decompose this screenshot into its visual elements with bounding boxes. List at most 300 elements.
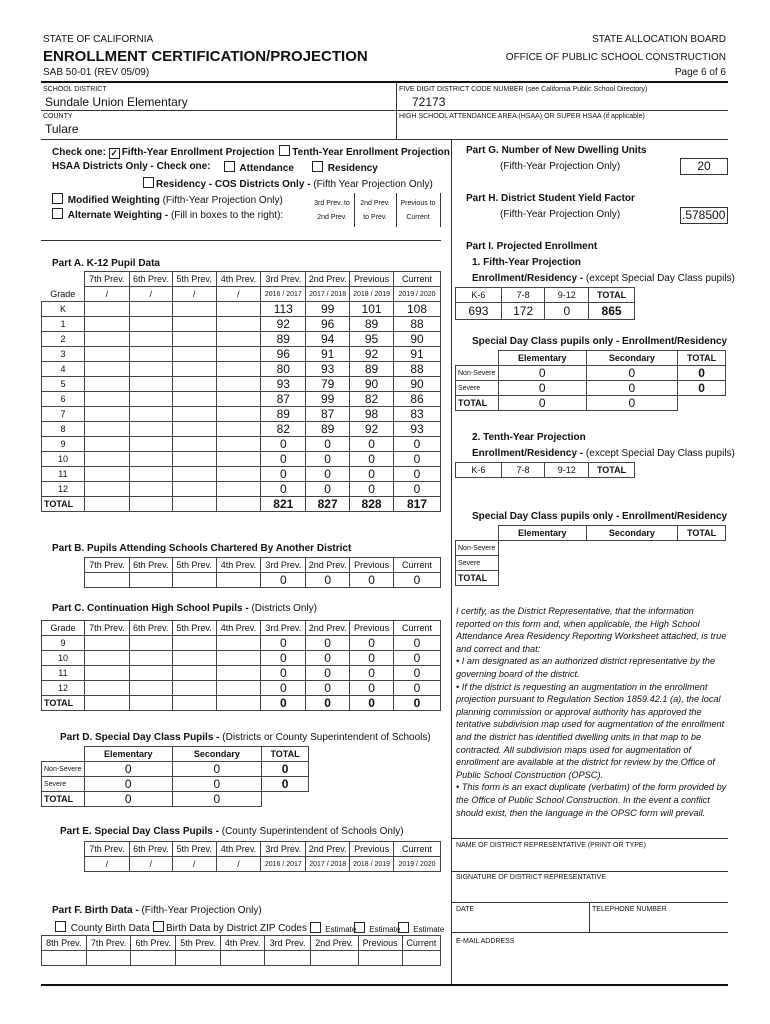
enrollment-cell[interactable] bbox=[129, 362, 172, 377]
enrollment-cell[interactable] bbox=[129, 377, 172, 392]
col-header: Previous bbox=[350, 272, 394, 287]
enrollment-cell[interactable]: 0 bbox=[350, 467, 394, 482]
sdc-cell[interactable]: 0 bbox=[84, 777, 172, 792]
enrollment-cell[interactable]: 88 bbox=[394, 317, 441, 332]
part-e-table bbox=[84, 841, 441, 872]
enrollment-cell[interactable]: 82 bbox=[350, 392, 394, 407]
enrollment-cell[interactable] bbox=[84, 422, 129, 437]
sig-rule bbox=[451, 871, 728, 872]
residency-label: Residency bbox=[327, 163, 378, 174]
enrollment-cell[interactable] bbox=[172, 407, 216, 422]
part-b-cell[interactable] bbox=[216, 573, 261, 588]
sdc-cell[interactable]: 0 bbox=[84, 792, 172, 807]
enrollment-cell[interactable] bbox=[84, 377, 129, 392]
enrollment-cell[interactable]: 90 bbox=[350, 377, 394, 392]
part-b-cell[interactable] bbox=[85, 573, 130, 588]
enrollment-cell[interactable] bbox=[216, 482, 261, 497]
enrollment-cell[interactable]: 0 bbox=[394, 636, 441, 651]
enrollment-cell[interactable] bbox=[129, 696, 172, 711]
enrollment-cell[interactable] bbox=[172, 422, 216, 437]
enrollment-cell[interactable]: 0 bbox=[350, 666, 394, 681]
year-cell[interactable]: 2019 / 2020 bbox=[394, 287, 441, 302]
col-header: Current bbox=[402, 936, 440, 951]
sdc-cell[interactable]: 0 bbox=[84, 762, 172, 777]
hsaa-label: HIGH SCHOOL ATTENDANCE AREA (HSAA) OR SUPER HSAA (if applicable) bbox=[399, 113, 645, 120]
col-header: 7-8 bbox=[501, 463, 545, 478]
enrollment-cell[interactable] bbox=[129, 636, 172, 651]
table-row bbox=[42, 377, 441, 392]
enrollment-cell[interactable]: 87 bbox=[306, 407, 350, 422]
part-d-note: (Districts or County Superintendent of Schools) bbox=[222, 732, 431, 743]
enrollment-cell[interactable] bbox=[84, 437, 129, 452]
enrollment-cell[interactable] bbox=[172, 482, 216, 497]
form-number: SAB 50-01 (REV 05/09) bbox=[43, 67, 150, 78]
part-b-cell[interactable] bbox=[172, 573, 216, 588]
enrollment-cell[interactable]: 0 bbox=[306, 437, 350, 452]
year-cell[interactable]: / bbox=[172, 857, 216, 872]
footer-rule bbox=[41, 984, 728, 986]
signature-field[interactable] bbox=[456, 884, 726, 902]
enrollment-cell[interactable]: 92 bbox=[350, 422, 394, 437]
enrollment-cell[interactable]: 0 bbox=[261, 437, 306, 452]
year-cell[interactable]: 2016 / 2017 bbox=[261, 287, 306, 302]
enrollment-cell[interactable] bbox=[84, 636, 129, 651]
enrollment-cell[interactable] bbox=[172, 681, 216, 696]
enrollment-cell[interactable]: 79 bbox=[306, 377, 350, 392]
col-header: Previous bbox=[350, 842, 394, 857]
enrollment-cell[interactable] bbox=[172, 392, 216, 407]
dwelling-units-field[interactable]: 20 bbox=[680, 158, 728, 175]
alternate-note: (Fill in boxes to the right): bbox=[170, 210, 284, 221]
birth-data-cell[interactable] bbox=[358, 951, 402, 966]
enrollment-cell[interactable]: 0 bbox=[306, 681, 350, 696]
sdc-cell[interactable]: 0 bbox=[498, 381, 586, 396]
total-row bbox=[42, 696, 441, 711]
sdc-cell[interactable]: 0 bbox=[172, 762, 262, 777]
enrollment-cell[interactable]: 0 bbox=[261, 651, 306, 666]
birth-data-cell[interactable] bbox=[86, 951, 131, 966]
weight-divider bbox=[354, 193, 355, 227]
enrollment-cell[interactable]: 88 bbox=[394, 362, 441, 377]
col-header: 2nd Prev. bbox=[310, 936, 358, 951]
certification-p1: I certify, as the District Representative, that the information reported on this form and, when applicable, the High School Attendance Area Residency Reporting Worksheet attached, is true and correct and that: bbox=[456, 606, 727, 654]
birth-data-cell[interactable] bbox=[131, 951, 176, 966]
col-header: Current bbox=[394, 558, 441, 573]
enrollment-cell[interactable] bbox=[216, 666, 261, 681]
enrollment-cell[interactable]: 89 bbox=[261, 407, 306, 422]
enrollment-cell[interactable]: 93 bbox=[261, 377, 306, 392]
zip-birth-checkbox[interactable] bbox=[153, 921, 164, 932]
col-header: 2nd Prev. bbox=[306, 272, 350, 287]
sdc-total[interactable]: 0 bbox=[678, 366, 726, 381]
enrollment-cell[interactable]: 0 bbox=[261, 681, 306, 696]
fifth-year-note: (except Special Day Class pupils) bbox=[585, 273, 735, 284]
year-cell[interactable]: 2018 / 2019 bbox=[350, 857, 394, 872]
enrollment-cell[interactable]: 82 bbox=[261, 422, 306, 437]
birth-data-cell[interactable] bbox=[176, 951, 221, 966]
estimate-label: Estimate bbox=[413, 925, 445, 934]
enrollment-cell[interactable]: 0 bbox=[394, 666, 441, 681]
field-rule bbox=[41, 139, 728, 140]
sdc-total[interactable]: 0 bbox=[262, 777, 309, 792]
enrollment-cell[interactable] bbox=[84, 347, 129, 362]
enrollment-cell[interactable]: 0 bbox=[350, 452, 394, 467]
enrollment-cell[interactable] bbox=[216, 302, 261, 317]
birth-data-cell[interactable] bbox=[220, 951, 265, 966]
birth-data-cell[interactable] bbox=[42, 951, 87, 966]
year-cell[interactable]: 2019 / 2020 bbox=[394, 857, 441, 872]
enrollment-cell[interactable] bbox=[172, 332, 216, 347]
enrollment-cell[interactable]: 89 bbox=[350, 362, 394, 377]
enrollment-cell[interactable] bbox=[172, 317, 216, 332]
enrollment-cell[interactable]: 0 bbox=[306, 636, 350, 651]
enrollment-cell[interactable]: 91 bbox=[394, 347, 441, 362]
county-birth-checkbox[interactable] bbox=[55, 921, 66, 932]
projection-cell[interactable]: 693 bbox=[456, 303, 502, 320]
enrollment-cell[interactable] bbox=[129, 407, 172, 422]
estimate-checkbox[interactable] bbox=[310, 922, 321, 933]
enrollment-cell[interactable] bbox=[216, 332, 261, 347]
enrollment-cell[interactable]: 0 bbox=[261, 636, 306, 651]
enrollment-cell[interactable] bbox=[129, 482, 172, 497]
enrollment-cell[interactable]: 0 bbox=[261, 452, 306, 467]
part-e-title bbox=[60, 826, 404, 837]
part-f-title-text: Part F. Birth Data - bbox=[52, 905, 139, 916]
field-divider bbox=[396, 83, 397, 139]
sdc-cell[interactable]: 0 bbox=[586, 366, 678, 381]
sdc-table-2 bbox=[455, 525, 726, 586]
enrollment-cell[interactable] bbox=[172, 636, 216, 651]
enrollment-cell[interactable] bbox=[216, 452, 261, 467]
zip-birth-label: Birth Data by District ZIP Codes bbox=[166, 923, 307, 934]
sdc-cell[interactable]: 0 bbox=[586, 381, 678, 396]
enrollment-cell[interactable] bbox=[84, 482, 129, 497]
enrollment-cell[interactable] bbox=[216, 422, 261, 437]
table-row bbox=[42, 392, 441, 407]
year-cell[interactable]: / bbox=[129, 287, 172, 302]
col-header: 4th Prev. bbox=[216, 558, 261, 573]
table-row bbox=[456, 381, 726, 396]
enrollment-cell[interactable]: 0 bbox=[306, 452, 350, 467]
zip-birth-option bbox=[153, 921, 307, 934]
residency-checkbox[interactable] bbox=[312, 161, 323, 172]
enrollment-cell[interactable]: 0 bbox=[261, 696, 306, 711]
estimate-checkbox[interactable] bbox=[398, 922, 409, 933]
sdc-cell[interactable]: 0 bbox=[172, 792, 262, 807]
fifth-year-sub-text: Enrollment/Residency - bbox=[472, 273, 584, 284]
enrollment-cell[interactable] bbox=[129, 347, 172, 362]
enrollment-cell[interactable] bbox=[84, 362, 129, 377]
col-header: 5th Prev. bbox=[172, 558, 216, 573]
enrollment-cell[interactable]: 87 bbox=[261, 392, 306, 407]
enrollment-cell[interactable]: 91 bbox=[306, 347, 350, 362]
enrollment-cell[interactable]: 828 bbox=[350, 497, 394, 512]
sig-rule bbox=[451, 838, 728, 839]
enrollment-cell[interactable]: 86 bbox=[394, 392, 441, 407]
col-header: 2nd Prev. bbox=[306, 621, 350, 636]
enrollment-cell[interactable] bbox=[84, 332, 129, 347]
tenth-year-checkbox[interactable] bbox=[279, 145, 290, 156]
enrollment-cell[interactable] bbox=[129, 651, 172, 666]
phone-label: TELEPHONE NUMBER bbox=[592, 906, 667, 913]
enrollment-cell[interactable]: 96 bbox=[306, 317, 350, 332]
enrollment-cell[interactable] bbox=[216, 696, 261, 711]
enrollment-cell[interactable] bbox=[129, 452, 172, 467]
estimate-option bbox=[354, 922, 400, 934]
enrollment-cell[interactable]: 0 bbox=[394, 681, 441, 696]
enrollment-cell[interactable]: 0 bbox=[394, 437, 441, 452]
enrollment-cell[interactable] bbox=[216, 636, 261, 651]
enrollment-cell[interactable]: 0 bbox=[394, 696, 441, 711]
year-cell[interactable]: 2018 / 2019 bbox=[350, 287, 394, 302]
enrollment-cell[interactable] bbox=[216, 317, 261, 332]
enrollment-cell[interactable]: 821 bbox=[261, 497, 306, 512]
phone-field[interactable] bbox=[592, 914, 726, 931]
enrollment-cell[interactable] bbox=[84, 696, 129, 711]
enrollment-cell[interactable] bbox=[129, 437, 172, 452]
column-divider bbox=[451, 139, 452, 984]
enrollment-cell[interactable] bbox=[84, 392, 129, 407]
enrollment-cell[interactable] bbox=[84, 407, 129, 422]
projection-cell[interactable]: 0 bbox=[545, 303, 589, 320]
rep-name-field[interactable] bbox=[456, 852, 726, 872]
enrollment-cell[interactable]: 0 bbox=[350, 681, 394, 696]
col-header: 5th Prev. bbox=[176, 936, 221, 951]
enrollment-cell[interactable] bbox=[216, 681, 261, 696]
fifth-year-checkbox[interactable]: ✓ bbox=[110, 148, 118, 158]
year-cell[interactable]: / bbox=[129, 857, 172, 872]
sdc-total[interactable] bbox=[678, 396, 726, 411]
sig-rule bbox=[451, 932, 728, 933]
table-row bbox=[42, 762, 309, 777]
enrollment-cell[interactable]: 0 bbox=[306, 666, 350, 681]
year-cell[interactable]: 2016 / 2017 bbox=[261, 857, 306, 872]
district-field[interactable]: Sundale Union Elementary bbox=[45, 95, 188, 109]
enrollment-cell[interactable] bbox=[84, 497, 129, 512]
grade-label: TOTAL bbox=[42, 696, 85, 711]
yield-factor-field[interactable]: .578500 bbox=[680, 207, 728, 224]
col-header: 7th Prev. bbox=[85, 558, 130, 573]
enrollment-cell[interactable]: 0 bbox=[261, 467, 306, 482]
enrollment-cell[interactable]: 90 bbox=[394, 332, 441, 347]
year-cell[interactable]: / bbox=[85, 857, 130, 872]
enrollment-cell[interactable]: 0 bbox=[261, 482, 306, 497]
enrollment-cell[interactable]: 0 bbox=[261, 666, 306, 681]
birth-data-cell[interactable] bbox=[310, 951, 358, 966]
projection-total[interactable]: 865 bbox=[589, 303, 635, 320]
weight-divider bbox=[396, 193, 397, 227]
part-b-cell[interactable]: 0 bbox=[394, 573, 441, 588]
enrollment-cell[interactable] bbox=[216, 347, 261, 362]
enrollment-cell[interactable]: 113 bbox=[261, 302, 306, 317]
sdc-total[interactable]: 0 bbox=[262, 762, 309, 777]
enrollment-cell[interactable] bbox=[172, 452, 216, 467]
enrollment-cell[interactable]: 99 bbox=[306, 392, 350, 407]
enrollment-cell[interactable] bbox=[84, 452, 129, 467]
enrollment-cell[interactable]: 0 bbox=[350, 636, 394, 651]
enrollment-cell[interactable] bbox=[216, 651, 261, 666]
enrollment-cell[interactable] bbox=[172, 437, 216, 452]
enrollment-cell[interactable] bbox=[216, 392, 261, 407]
enrollment-cell[interactable] bbox=[172, 666, 216, 681]
enrollment-cell[interactable] bbox=[129, 302, 172, 317]
year-cell[interactable]: 2017 / 2018 bbox=[306, 287, 350, 302]
part-b-cell[interactable]: 0 bbox=[306, 573, 350, 588]
weight-col-2: 2nd Prev. to Prev. bbox=[360, 200, 390, 221]
enrollment-cell[interactable] bbox=[216, 362, 261, 377]
enrollment-cell[interactable]: 827 bbox=[306, 497, 350, 512]
part-c-table bbox=[41, 620, 441, 711]
enrollment-cell[interactable] bbox=[216, 407, 261, 422]
enrollment-cell[interactable] bbox=[84, 666, 129, 681]
part-b-cell[interactable]: 0 bbox=[350, 573, 394, 588]
enrollment-cell[interactable]: 0 bbox=[350, 696, 394, 711]
alternate-checkbox[interactable] bbox=[52, 208, 63, 219]
part-d-table bbox=[41, 746, 309, 807]
form-title: ENROLLMENT CERTIFICATION/PROJECTION bbox=[43, 48, 368, 65]
enrollment-cell[interactable] bbox=[84, 651, 129, 666]
col-header: 6th Prev. bbox=[129, 558, 172, 573]
grade-label: 3 bbox=[42, 347, 85, 362]
part-b-title: Part B. Pupils Attending Schools Chartered By Another District bbox=[52, 543, 352, 554]
enrollment-cell[interactable] bbox=[129, 317, 172, 332]
enrollment-cell[interactable]: 80 bbox=[261, 362, 306, 377]
enrollment-cell[interactable]: 0 bbox=[350, 651, 394, 666]
estimate-checkbox[interactable] bbox=[354, 922, 365, 933]
enrollment-cell[interactable] bbox=[84, 681, 129, 696]
district-code-field[interactable]: 72173 bbox=[412, 95, 446, 109]
enrollment-cell[interactable] bbox=[129, 666, 172, 681]
enrollment-cell[interactable]: 95 bbox=[350, 332, 394, 347]
residency-option bbox=[312, 161, 378, 174]
enrollment-cell[interactable]: 0 bbox=[394, 467, 441, 482]
enrollment-cell[interactable]: 83 bbox=[394, 407, 441, 422]
grade-label: 1 bbox=[42, 317, 85, 332]
col-header: 4th Prev. bbox=[216, 272, 261, 287]
part-c-title-text: Part C. Continuation High School Pupils - bbox=[52, 603, 249, 614]
part-b-cell[interactable] bbox=[129, 573, 172, 588]
sdc-title: Special Day Class pupils only - Enrollment/Residency bbox=[472, 336, 728, 347]
part-b-cell[interactable]: 0 bbox=[261, 573, 306, 588]
enrollment-cell[interactable] bbox=[129, 392, 172, 407]
col-header: 6th Prev. bbox=[131, 936, 176, 951]
enrollment-cell[interactable] bbox=[84, 467, 129, 482]
enrollment-cell[interactable]: 0 bbox=[394, 482, 441, 497]
enrollment-cell[interactable]: 0 bbox=[306, 482, 350, 497]
sdc-cell[interactable]: 0 bbox=[498, 366, 586, 381]
enrollment-cell[interactable]: 0 bbox=[350, 482, 394, 497]
enrollment-cell[interactable] bbox=[129, 497, 172, 512]
enrollment-cell[interactable]: 93 bbox=[394, 422, 441, 437]
enrollment-cell[interactable] bbox=[216, 437, 261, 452]
col-header: TOTAL bbox=[678, 526, 726, 541]
certification-p2: • I am designated as an authorized district representative by the governing board of the district. bbox=[456, 656, 716, 679]
part-d-title bbox=[60, 732, 431, 743]
enrollment-cell[interactable] bbox=[84, 317, 129, 332]
sdc-cell[interactable]: 0 bbox=[498, 396, 586, 411]
projection-cell[interactable]: 172 bbox=[501, 303, 545, 320]
enrollment-cell[interactable]: 89 bbox=[350, 317, 394, 332]
year-cell[interactable]: 2017 / 2018 bbox=[306, 857, 350, 872]
email-field[interactable] bbox=[456, 948, 726, 978]
projection-type-row bbox=[52, 145, 450, 159]
attendance-checkbox[interactable] bbox=[224, 161, 235, 172]
enrollment-cell[interactable] bbox=[129, 467, 172, 482]
sdc-cell[interactable]: 0 bbox=[172, 777, 262, 792]
enrollment-cell[interactable] bbox=[216, 467, 261, 482]
year-cell[interactable]: / bbox=[216, 857, 261, 872]
tenth-year-heading: 2. Tenth-Year Projection bbox=[472, 432, 586, 443]
enrollment-cell[interactable] bbox=[172, 302, 216, 317]
grade-label: TOTAL bbox=[42, 497, 85, 512]
enrollment-cell[interactable]: 94 bbox=[306, 332, 350, 347]
enrollment-cell[interactable]: 96 bbox=[261, 347, 306, 362]
residency-cos-checkbox[interactable] bbox=[143, 177, 154, 188]
enrollment-cell[interactable]: 101 bbox=[350, 302, 394, 317]
enrollment-cell[interactable] bbox=[216, 497, 261, 512]
enrollment-cell[interactable] bbox=[129, 332, 172, 347]
enrollment-cell[interactable]: 0 bbox=[306, 651, 350, 666]
date-field[interactable] bbox=[456, 914, 586, 931]
table-row bbox=[42, 362, 441, 377]
enrollment-cell[interactable] bbox=[172, 467, 216, 482]
col-header: Secondary bbox=[172, 747, 262, 762]
enrollment-cell[interactable]: 93 bbox=[306, 362, 350, 377]
district-code-label: FIVE DIGIT DISTRICT CODE NUMBER (see California Public School Directory) bbox=[399, 86, 648, 93]
enrollment-cell[interactable]: 89 bbox=[306, 422, 350, 437]
enrollment-cell[interactable] bbox=[84, 302, 129, 317]
enrollment-cell[interactable]: 0 bbox=[394, 452, 441, 467]
weight-divider bbox=[440, 193, 441, 227]
enrollment-cell[interactable]: 108 bbox=[394, 302, 441, 317]
year-cell[interactable]: / bbox=[84, 287, 129, 302]
enrollment-cell[interactable]: 92 bbox=[350, 347, 394, 362]
birth-data-cell[interactable] bbox=[402, 951, 440, 966]
sdc-total[interactable]: 0 bbox=[678, 381, 726, 396]
enrollment-cell[interactable]: 0 bbox=[306, 467, 350, 482]
sdc-total[interactable] bbox=[262, 792, 309, 807]
enrollment-cell[interactable] bbox=[172, 377, 216, 392]
county-field[interactable]: Tulare bbox=[45, 122, 79, 136]
enrollment-cell[interactable]: 98 bbox=[350, 407, 394, 422]
enrollment-cell[interactable] bbox=[172, 362, 216, 377]
enrollment-cell[interactable] bbox=[172, 347, 216, 362]
sdc-cell[interactable]: 0 bbox=[586, 396, 678, 411]
enrollment-cell[interactable]: 89 bbox=[261, 332, 306, 347]
year-cell[interactable]: / bbox=[216, 287, 261, 302]
enrollment-cell[interactable]: 817 bbox=[394, 497, 441, 512]
year-cell[interactable]: / bbox=[172, 287, 216, 302]
enrollment-cell[interactable] bbox=[172, 651, 216, 666]
enrollment-cell[interactable] bbox=[172, 696, 216, 711]
col-header: Previous bbox=[350, 621, 394, 636]
grade-label: 10 bbox=[42, 651, 85, 666]
birth-data-cell[interactable] bbox=[265, 951, 310, 966]
enrollment-cell[interactable] bbox=[216, 377, 261, 392]
enrollment-cell[interactable]: 0 bbox=[306, 696, 350, 711]
col-header: Previous bbox=[358, 936, 402, 951]
enrollment-cell[interactable] bbox=[129, 681, 172, 696]
enrollment-cell[interactable] bbox=[172, 497, 216, 512]
enrollment-cell[interactable]: 0 bbox=[394, 651, 441, 666]
enrollment-cell[interactable] bbox=[129, 422, 172, 437]
part-c-note: (Districts Only) bbox=[251, 603, 318, 614]
enrollment-cell[interactable]: 99 bbox=[306, 302, 350, 317]
enrollment-cell[interactable]: 90 bbox=[394, 377, 441, 392]
modified-checkbox[interactable] bbox=[52, 193, 63, 204]
enrollment-cell[interactable]: 0 bbox=[350, 437, 394, 452]
enrollment-cell[interactable]: 92 bbox=[261, 317, 306, 332]
